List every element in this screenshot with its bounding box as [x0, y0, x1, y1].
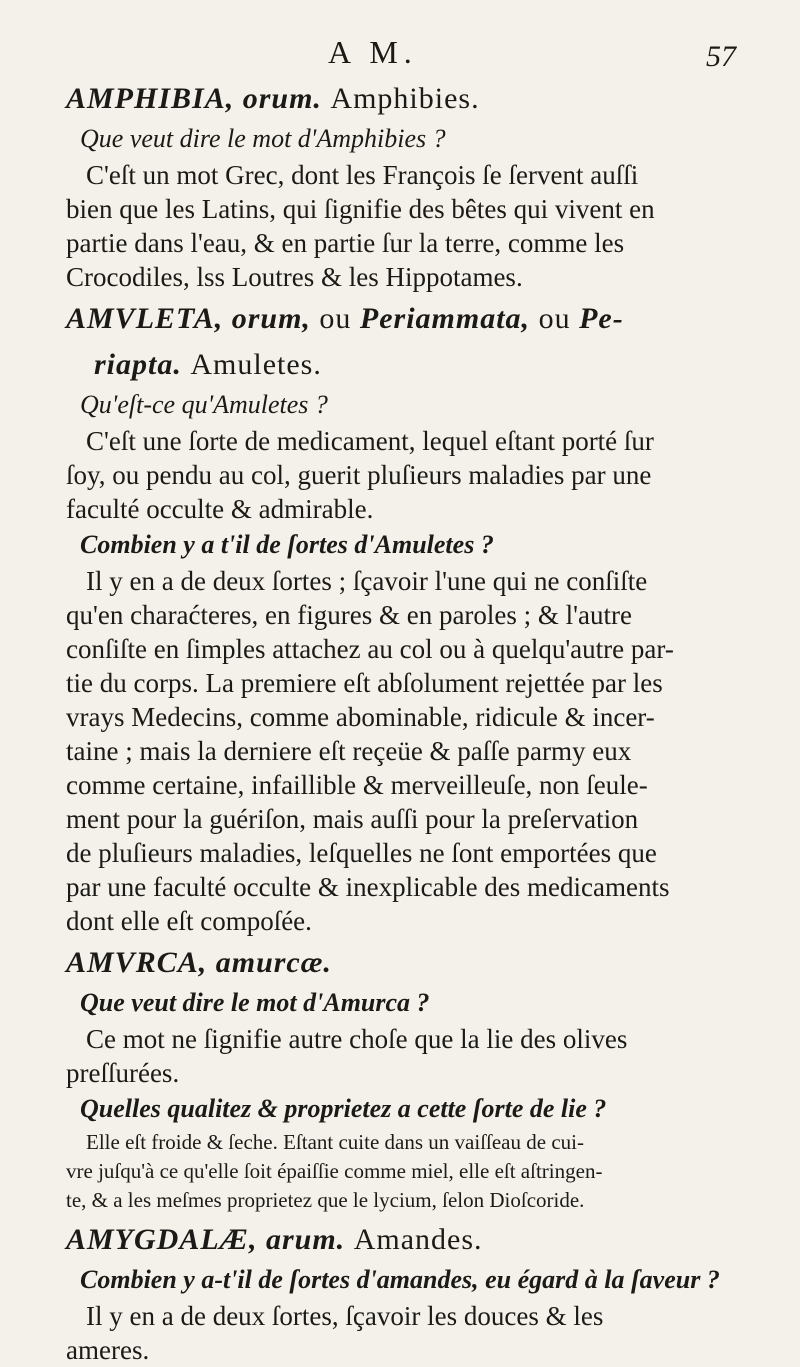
paragraph-line: faculté occulte & admirable. [66, 494, 374, 524]
latin-headword: AMYGDALÆ, arum. [66, 1223, 354, 1256]
question-line: Combien y a-t'il de ſortes d'amandes, eu égard à la ſaveur ? [80, 1265, 720, 1294]
entry-headword [66, 1219, 750, 1261]
french-gloss: Amphibies. [330, 82, 480, 115]
note-line: te, & a les meſmes proprietez que le lycium, ſelon Dioſcoride. [66, 1188, 585, 1212]
dictionary-entry [66, 1219, 750, 1367]
paragraph-line: ameres. [66, 1335, 150, 1365]
page-number: 57 [706, 40, 736, 73]
question-line: Combien y a t'il de ſortes d'Amuletes ? [80, 530, 494, 559]
paragraph-line: par une faculté occulte & inexplicable des medicaments [66, 872, 670, 902]
paragraph-line: partie dans l'eau, & en partie ſur la terre, comme les [66, 228, 625, 258]
running-head [66, 30, 750, 74]
question-line: Quelles qualitez & proprietez a cette ſorte de lie ? [80, 1094, 607, 1123]
dictionary-entry [66, 78, 750, 294]
entry-headword [66, 942, 750, 984]
latin-headword: AMPHIBIA, orum. [66, 82, 331, 115]
paragraph-line: C'eſt une ſorte de medicament, lequel eſtant porté ſur [86, 426, 654, 456]
french-gloss: Amandes. [353, 1223, 483, 1256]
paragraph-line: qu'en charaćteres, en figures & en paroles ; & l'autre [66, 600, 632, 630]
dictionary-entries [66, 78, 750, 1367]
question-line: Que veut dire le mot d'Amurca ? [80, 988, 430, 1017]
latin-headword: riapta. [94, 348, 191, 381]
latin-headword: AMVLETA, orum, [66, 302, 320, 335]
dictionary-entry [66, 298, 750, 938]
note-line: Elle eſt froide & ſeche. Eſtant cuite dans un vaiſſeau de cui- [86, 1130, 584, 1154]
paragraph-line: taine ; mais la derniere eſt reçeüe & paſſe parmy eux [66, 736, 632, 766]
paragraph-line: ſoy, ou pendu au col, guerit pluſieurs maladies par une [66, 460, 652, 490]
entry-headword [66, 298, 750, 340]
paragraph-line: C'eſt un mot Grec, dont les François ſe ſervent auſſi [86, 160, 639, 190]
latin-headword: Periammata, [359, 302, 539, 335]
paragraph-line: preſſurées. [66, 1058, 180, 1088]
latin-headword: AMVRCA, [66, 946, 216, 979]
paragraph-line: conſiſte en ſimples attachez au col ou à quelqu'autre par- [66, 634, 674, 664]
paragraph-line: bien que les Latins, qui ſignifie des bêtes qui vivent en [66, 194, 655, 224]
note-line: vre juſqu'à ce qu'elle ſoit épaiſſie comme miel, elle eſt aſtringen- [66, 1159, 603, 1183]
paragraph-line: tie du corps. La premiere eſt abſolument rejettée par les [66, 668, 663, 698]
paragraph-line: vrays Medecins, comme abominable, ridicule & incer- [66, 702, 655, 732]
latin-headword: Pe- [579, 302, 624, 335]
paragraph-line: de pluſieurs maladies, leſquelles ne ſont emportées que [66, 838, 657, 868]
french-gloss: ou [538, 302, 580, 335]
paragraph-line: Il y en a de deux ſortes ; ſçavoir l'une qui ne conſiſte [86, 566, 648, 596]
paragraph-line: Ce mot ne ſignifie autre choſe que la lie des olives [86, 1024, 628, 1054]
paragraph-line: comme certaine, infaillible & merveilleuſe, non ſeule- [66, 770, 648, 800]
paragraph-line: dont elle eſt compoſée. [66, 906, 312, 936]
running-title: A M. [328, 34, 418, 70]
french-gloss: ou [319, 302, 360, 335]
paragraph-line: ment pour la guériſon, mais auſſi pour la preſervation [66, 804, 639, 834]
entry-headword [66, 78, 750, 120]
entry-headword [66, 344, 750, 386]
question-line: Qu'eſt-ce qu'Amuletes ? [80, 390, 328, 419]
paragraph-line: Crocodiles, lss Loutres & les Hippotames. [66, 262, 523, 292]
latin-headword: amurcæ. [215, 946, 332, 979]
dictionary-entry [66, 942, 750, 1215]
question-line: Que veut dire le mot d'Amphibies ? [80, 124, 446, 153]
french-gloss: Amuletes. [190, 348, 322, 381]
paragraph-line: Il y en a de deux ſortes, ſçavoir les douces & les [86, 1301, 604, 1331]
